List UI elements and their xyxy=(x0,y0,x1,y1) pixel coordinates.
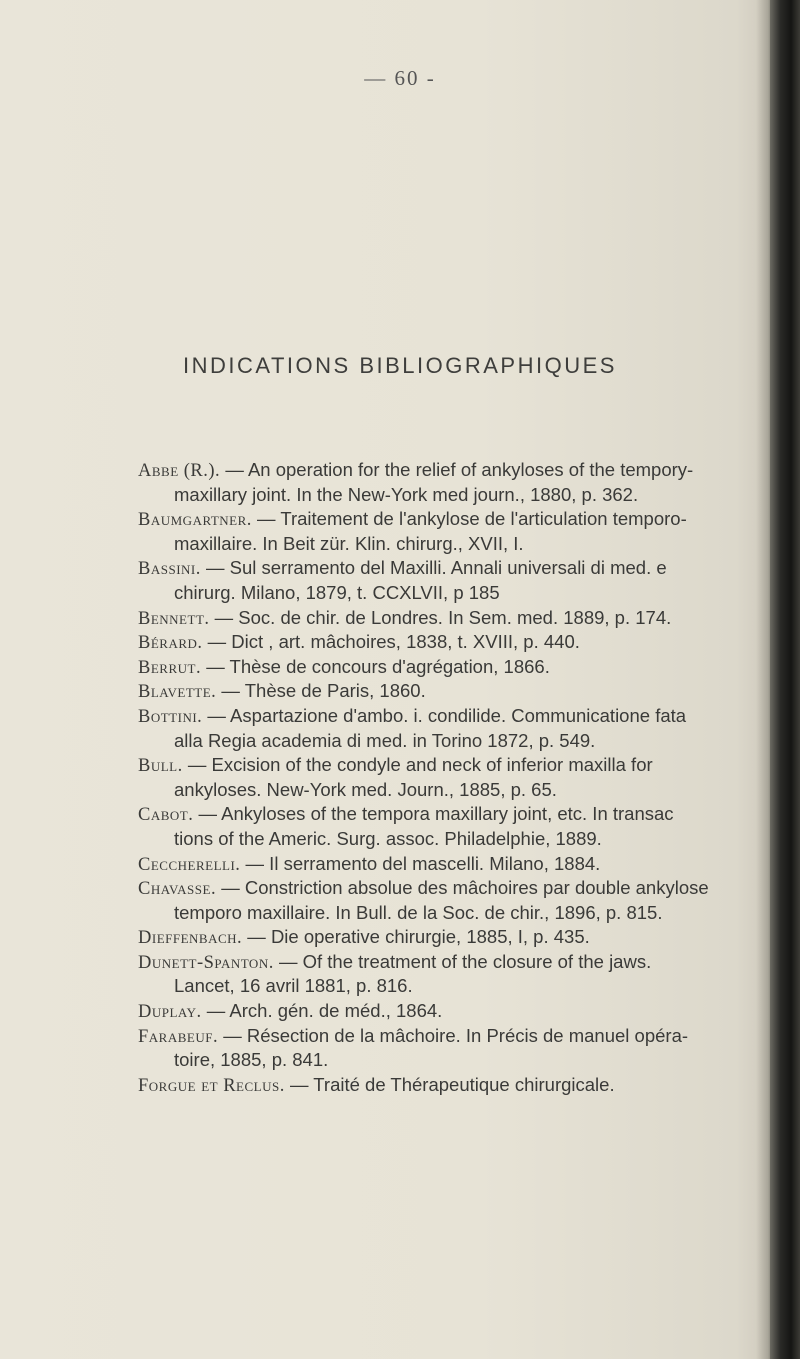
reference-author: Bull. xyxy=(138,756,183,777)
reference-text: — Thèse de Paris, 1860. xyxy=(216,680,426,702)
reference-author: Bennett. xyxy=(138,608,210,629)
reference-entry xyxy=(138,950,788,999)
reference-entry xyxy=(138,704,788,753)
reference-first-line xyxy=(138,1024,788,1049)
reference-author: Duplay. xyxy=(138,1002,202,1023)
reference-continuation-line: toire, 1885, p. 841. xyxy=(174,1049,329,1071)
reference-author: Baumgartner. xyxy=(138,510,252,531)
reference-first-line xyxy=(138,704,788,729)
reference-entry xyxy=(138,630,788,655)
reference-first-line xyxy=(138,753,788,778)
page-number: — 60 - xyxy=(364,66,436,90)
reference-text: — Traitement de l'ankylose de l'articulation temporo- xyxy=(251,508,687,530)
reference-entry xyxy=(138,655,788,680)
reference-continuation-line: tions of the Americ. Surg. assoc. Philadelphie, 1889. xyxy=(174,827,602,849)
reference-text: — Constriction absolue des mâchoires par double ankylose xyxy=(216,877,709,899)
reference-author: Bérard. xyxy=(138,633,203,654)
reference-author: Cabot. xyxy=(138,805,194,826)
reference-author: Chavasse. xyxy=(138,879,217,900)
reference-text: — Ankyloses of the tempora maxillary joint, etc. In transac xyxy=(193,803,674,825)
reference-first-line xyxy=(138,852,788,877)
reference-text: — Thèse de concours d'agrégation, 1866. xyxy=(201,655,550,677)
reference-first-line xyxy=(138,999,788,1024)
reference-author: Bottini. xyxy=(138,706,203,727)
reference-first-line xyxy=(138,876,788,901)
reference-author: Farabeuf. xyxy=(138,1026,219,1047)
reference-text: — Of the treatment of the closure of the jaws. xyxy=(273,950,652,972)
reference-first-line xyxy=(138,606,788,631)
reference-entry xyxy=(138,1024,788,1073)
reference-entry xyxy=(138,802,788,851)
reference-first-line xyxy=(138,507,788,532)
reference-entry xyxy=(138,679,788,704)
reference-first-line xyxy=(138,950,788,975)
reference-entry xyxy=(138,999,788,1024)
reference-text: — Traité de Thérapeutique chirurgicale. xyxy=(284,1073,615,1095)
reference-entry xyxy=(138,753,788,802)
reference-first-line xyxy=(138,655,788,680)
reference-continuation-line: maxillaire. In Beit zür. Klin. chirurg., XVII, I. xyxy=(174,532,524,554)
reference-first-line xyxy=(138,556,788,581)
reference-text: — Sul serramento del Maxilli. Annali universali di med. e xyxy=(200,557,667,579)
reference-entry xyxy=(138,507,788,556)
reference-continuation-line: Lancet, 16 avril 1881, p. 816. xyxy=(174,975,413,997)
reference-text: — Arch. gén. de méd., 1864. xyxy=(201,1000,443,1022)
reference-entry xyxy=(138,852,788,877)
reference-text: — An operation for the relief of ankyloses of the tempory- xyxy=(220,459,694,480)
reference-first-line xyxy=(138,458,788,483)
reference-entry xyxy=(138,458,788,507)
reference-text: — Résection de la mâchoire. In Précis de manuel opéra- xyxy=(218,1024,689,1046)
reference-text: — Excision of the condyle and neck of inferior maxilla for xyxy=(182,754,653,776)
reference-author: Forgue et Reclus. xyxy=(138,1075,285,1096)
reference-author: Abbe (R.). xyxy=(138,461,221,481)
reference-author: Dieffenbach. xyxy=(138,928,243,949)
reference-text: — Die operative chirurgie, 1885, I, p. 435. xyxy=(242,926,590,948)
reference-author: Blavette. xyxy=(138,682,217,703)
reference-author: Dunett-Spanton. xyxy=(138,952,274,973)
reference-continuation-line: temporo maxillaire. In Bull. de la Soc. de chir., 1896, p. 815. xyxy=(174,901,663,923)
reference-entry xyxy=(138,606,788,631)
reference-first-line xyxy=(138,1073,788,1098)
reference-continuation-line: ankyloses. New-York med. Journ., 1885, p. 65. xyxy=(174,778,557,800)
reference-first-line xyxy=(138,679,788,704)
reference-continuation-line: alla Regia academia di med. in Torino 1872, p. 549. xyxy=(174,729,596,751)
section-heading: INDICATIONS BIBLIOGRAPHIQUES xyxy=(183,353,617,378)
bibliography-list xyxy=(138,458,788,1097)
reference-entry xyxy=(138,556,788,605)
reference-entry xyxy=(138,876,788,925)
reference-first-line xyxy=(138,802,788,827)
reference-first-line xyxy=(138,925,788,950)
reference-continuation-line: chirurg. Milano, 1879, t. CCXLVII, p 185 xyxy=(174,581,500,603)
reference-entry xyxy=(138,925,788,950)
reference-text: — Dict , art. mâchoires, 1838, t. XVIII, p. 440. xyxy=(202,631,580,653)
reference-text: — Il serramento del mascelli. Milano, 1884. xyxy=(240,852,601,874)
reference-author: Berrut. xyxy=(138,657,202,678)
reference-author: Bassini. xyxy=(138,559,201,580)
reference-continuation-line: maxillary joint. In the New-York med journ., 1880, p. 362. xyxy=(174,483,639,505)
reference-text: — Aspartazione d'ambo. i. condilide. Communicatione fata xyxy=(202,704,687,726)
reference-first-line xyxy=(138,630,788,655)
reference-text: — Soc. de chir. de Londres. In Sem. med. 1889, p. 174. xyxy=(209,606,672,628)
reference-entry xyxy=(138,1073,788,1098)
reference-author: Ceccherelli. xyxy=(138,854,241,875)
